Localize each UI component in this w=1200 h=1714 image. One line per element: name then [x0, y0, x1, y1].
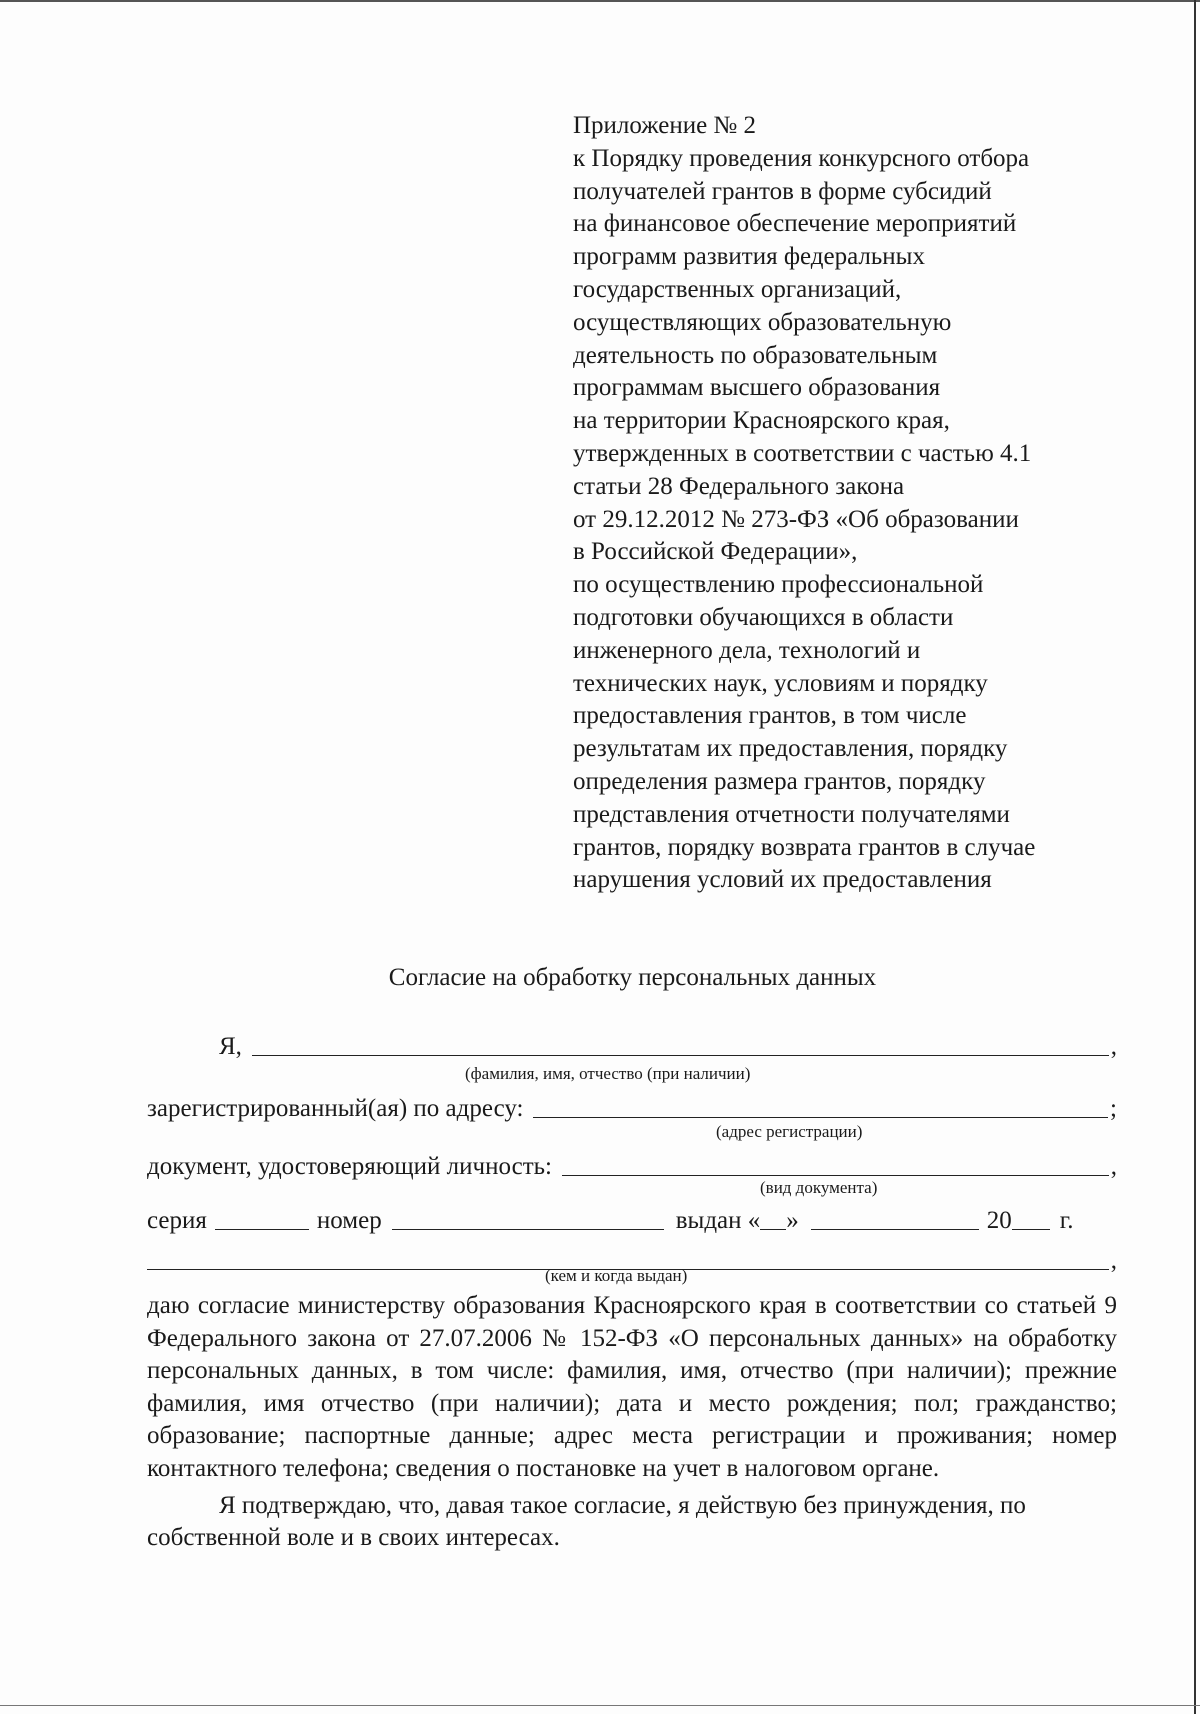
- appendix-line: подготовки обучающихся в области: [573, 603, 954, 631]
- appendix-line: нарушения условий их предоставления: [573, 866, 992, 894]
- issued-label: выдан «: [675, 1207, 761, 1234]
- address-label: зарегистрированный(ая) по адресу:: [147, 1095, 524, 1122]
- number-label: номер: [316, 1207, 382, 1234]
- document-type-field[interactable]: [562, 1175, 1109, 1176]
- appendix-line: в Российской Федерации»,: [573, 538, 858, 566]
- issuer-caption: (кем и когда выдан): [545, 1266, 688, 1285]
- appendix-line: грантов, порядку возврата грантов в случае: [573, 833, 1036, 861]
- appendix-line: утвержденных в соответствии с частью 4.1: [573, 439, 1032, 467]
- appendix-line: к Порядку проведения конкурсного отбора: [573, 144, 1030, 172]
- name-caption: (фамилия, имя, отчество (при наличии): [465, 1064, 751, 1083]
- appendix-line: результатам их предоставления, порядку: [573, 735, 1008, 763]
- appendix-line: программам высшего образования: [573, 374, 941, 402]
- number-field[interactable]: [392, 1229, 664, 1230]
- year-prefix: 20: [986, 1207, 1012, 1234]
- scan-edge-top: [0, 0, 1200, 2]
- appendix-line: на территории Красноярского края,: [573, 407, 950, 435]
- address-caption: (адрес регистрации): [716, 1122, 863, 1141]
- year-suffix: г.: [1059, 1207, 1074, 1234]
- appendix-line: инженерного дела, технологий и: [573, 636, 921, 664]
- appendix-header: [573, 110, 1133, 897]
- appendix-line: технических наук, условиям и порядку: [573, 669, 988, 697]
- consent-body: [147, 1290, 1117, 1555]
- appendix-line: деятельность по образовательным: [573, 341, 938, 369]
- appendix-line: статьи 28 Федерального закона: [573, 472, 905, 500]
- issuer-suffix: ,: [1110, 1247, 1117, 1274]
- appendix-line: государственных организаций,: [573, 275, 902, 303]
- appendix-line: представления отчетности получателями: [573, 800, 1010, 828]
- document-suffix: ,: [1110, 1153, 1117, 1180]
- appendix-line: предоставления грантов, в том числе: [573, 702, 967, 730]
- appendix-line: по осуществлению профессиональной: [573, 571, 984, 599]
- series-field[interactable]: [215, 1229, 309, 1230]
- appendix-line: программ развития федеральных: [573, 243, 925, 271]
- name-prefix: Я,: [219, 1033, 242, 1060]
- appendix-line: получателей грантов в форме субсидий: [573, 177, 992, 205]
- document-row: [147, 1146, 1117, 1182]
- name-field[interactable]: [252, 1055, 1109, 1056]
- document-label: документ, удостоверяющий личность:: [147, 1153, 552, 1180]
- appendix-line: осуществляющих образовательную: [573, 308, 952, 336]
- appendix-line: на финансовое обеспечение мероприятий: [573, 210, 1017, 238]
- issued-quote-close: »: [786, 1207, 799, 1234]
- issued-day-field[interactable]: [760, 1229, 786, 1230]
- scan-edge-right: [1194, 0, 1196, 1714]
- appendix-line: Приложение № 2: [573, 112, 757, 139]
- address-row: [147, 1088, 1117, 1124]
- confirmation-paragraph: Я подтверждаю, что, давая такое согласие, я действую без принуждения, по собственной воле и в своих интересах.: [147, 1491, 1026, 1552]
- issued-year-field[interactable]: [1012, 1229, 1050, 1230]
- series-label: серия: [147, 1207, 207, 1234]
- document-title: Согласие на обработку персональных данных: [388, 964, 877, 991]
- issued-month-field[interactable]: [811, 1229, 979, 1230]
- name-row: [147, 1026, 1117, 1062]
- scan-edge-bottom: [0, 1705, 1200, 1706]
- consent-paragraph: даю согласие министерству образования Красноярского края в соответствии со статьей 9 Федерального закона от 27.07.2006 № 152-ФЗ «О персональных данных» на обработку персональных данных, в том числе: фамилия, имя, отчество (при наличии); прежние фамилия, имя отчество (при наличии); дата и место рождения; пол; гражданство; образование; паспортные данные; адрес места регистрации и проживания; номер контактного телефона; сведения о постановке на учет в налоговом органе.: [147, 1292, 1117, 1482]
- passport-row: [147, 1200, 1117, 1236]
- address-field[interactable]: [533, 1117, 1108, 1118]
- appendix-line: от 29.12.2012 № 273-ФЗ «Об образовании: [573, 505, 1019, 533]
- document-caption: (вид документа): [760, 1178, 878, 1197]
- appendix-line: определения размера грантов, порядку: [573, 767, 986, 795]
- address-suffix: ;: [1110, 1095, 1117, 1122]
- name-suffix: ,: [1110, 1033, 1117, 1060]
